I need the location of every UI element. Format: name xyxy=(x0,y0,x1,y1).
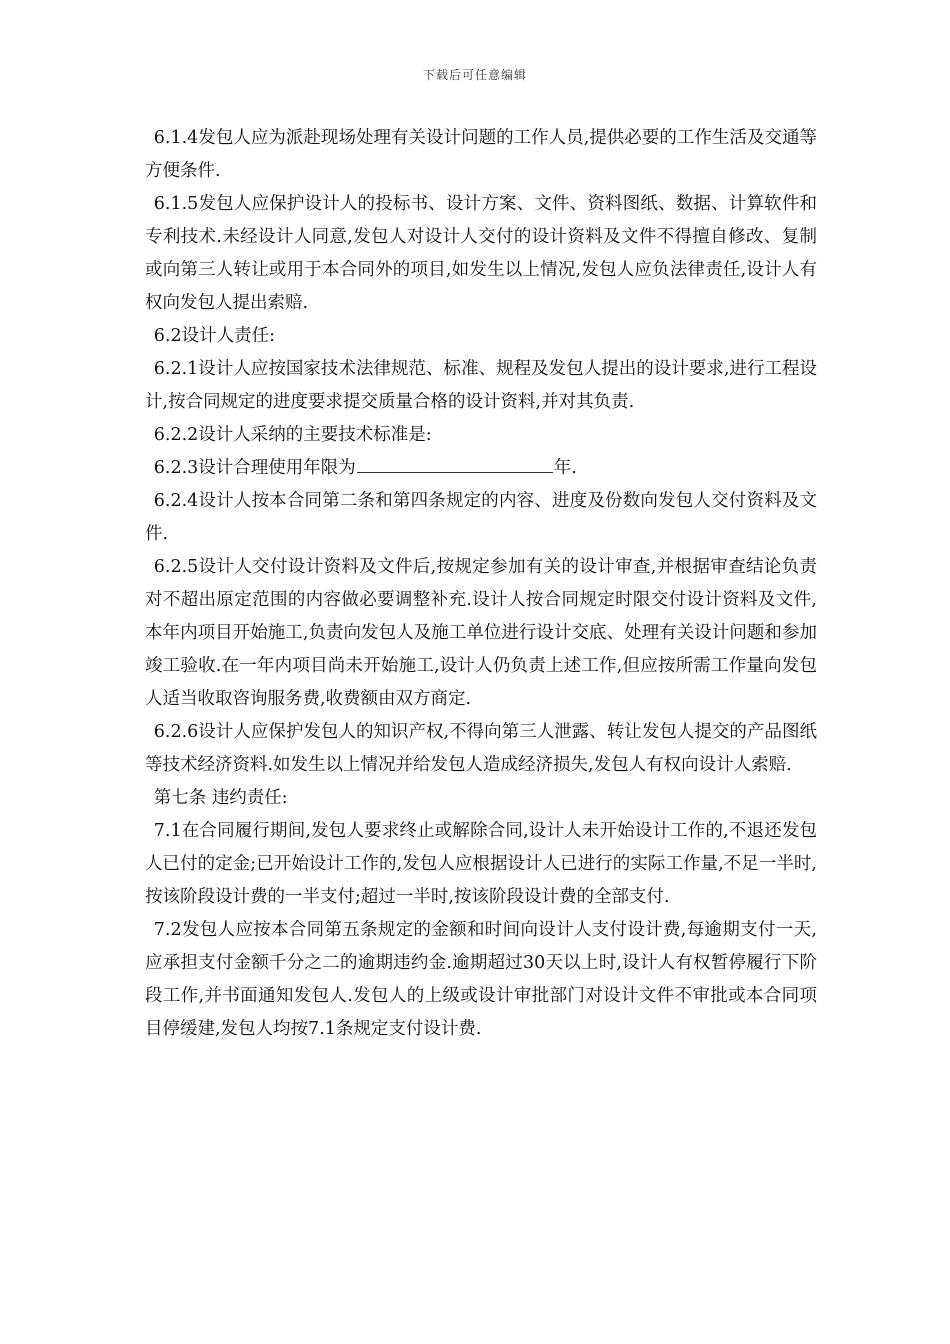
clause-6-2-1: 6.2.1设计人应按国家技术法律规范、标准、规程及发包人提出的设计要求,进行工程设计,按合同规定的进度要求提交质量合格的设计资料,并对其负责. xyxy=(145,359,817,412)
clause-6-2-5: 6.2.5设计人交付设计资料及文件后,按规定参加有关的设计审查,并根据审查结论负责对不超出原定范围的内容做必要调整补充.设计人按合同规定时限交付设计资料及文件,本年内项目开始施工,负责向发包人及施工单位进行设计交底、处理有关设计问题和参加竣工验收.在一年内项目尚未开始施工,设计人仍负责上述工作,但应按所需工作量向发包人适当收取咨询服务费,收费额由双方商定. xyxy=(145,557,817,709)
clause-7-1: 7.1在合同履行期间,发包人要求终止或解除合同,设计人未开始设计工作的,不退还发包人已付的定金;已开始设计工作的,发包人应根据设计人已进行的实际工作量,不足一半时,按该阶段设计费的一半支付;超过一半时,按该阶段设计费的全部支付. xyxy=(145,821,817,907)
clause-6-1-5: 6.1.5发包人应保护设计人的投标书、设计方案、文件、资料图纸、数据、计算软件和专利技术.未经设计人同意,发包人对设计人交付的设计资料及文件不得擅自修改、复制或向第三人转让或用于本合同外的项目,如发生以上情况,发包人应负法律责任,设计人有权向发包人提出索赔. xyxy=(145,194,817,313)
clause-6-2-4: 6.2.4设计人按本合同第二条和第四条规定的内容、进度及份数向发包人交付资料及文件. xyxy=(145,491,817,544)
clause-6-2-6: 6.2.6设计人应保护发包人的知识产权,不得向第三人泄露、转让发包人提交的产品图纸等技术经济资料.如发生以上情况并给发包人造成经济损失,发包人有权向设计人索赔. xyxy=(145,722,817,775)
clause-6-2-3-tail: 年. xyxy=(553,458,577,478)
document-body xyxy=(145,122,817,1046)
clause-6-2-3-lead: 6.2.3设计合理使用年限为 xyxy=(153,458,356,478)
clause-6-2-3 xyxy=(145,452,817,485)
article-7-heading: 第七条 违约责任: xyxy=(153,788,288,808)
page-header-note: 下载后可任意编辑 xyxy=(422,68,527,82)
clause-6-2-2: 6.2.2设计人采纳的主要技术标准是: xyxy=(153,425,432,445)
fill-in-blank-line xyxy=(357,455,553,473)
clause-7-2: 7.2发包人应按本合同第五条规定的金额和时间向设计人支付设计费,每逾期支付一天,应承担支付金额千分之二的逾期违约金.逾期超过30天以上时,设计人有权暂停履行下阶段工作,并书面通知发包人.发包人的上级或设计审批部门对设计文件不审批或本合同项目停缓建,发包人均按7.1条规定支付设计费. xyxy=(145,920,817,1039)
section-6-2-heading: 6.2设计人责任: xyxy=(153,326,275,346)
clause-6-1-4: 6.1.4发包人应为派赴现场处理有关设计问题的工作人员,提供必要的工作生活及交通等方便条件. xyxy=(145,128,817,181)
